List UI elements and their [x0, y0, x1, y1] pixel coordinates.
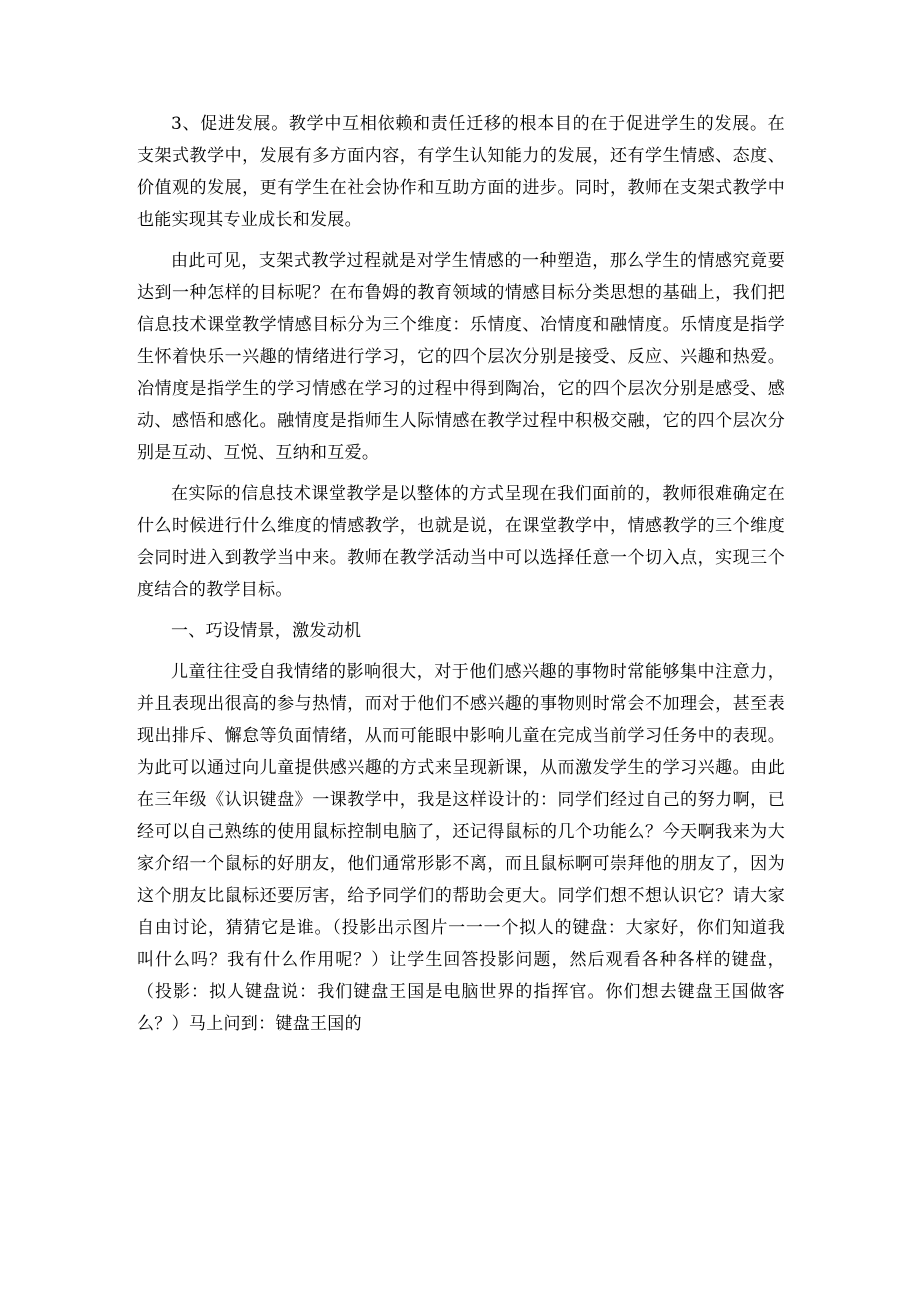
- section-heading: 一、巧设情景，激发动机: [171, 621, 362, 641]
- paragraph-emotion-dimensions: 由此可见，支架式教学过程就是对学生情感的一种塑造，那么学生的情感究竟要达到一种怎样的目标呢？在布鲁姆的教育领域的情感目标分类思想的基础上，我们把信息技术课堂教学情感目标分为三个维度：乐情度、冶情度和融情度。乐情度是指学生怀着快乐一兴趣的情绪进行学习，它的四个层次分别是接受、反应、兴趣和热爱。冶情度是指学生的学习情感在学习的过程中得到陶冶，它的四个层次分别是感受、感动、感悟和感化。融情度是指师生人际情感在教学过程中积极交融，它的四个层次分别是互动、互悦、互纳和互爱。: [137, 251, 785, 463]
- paragraph-integrated-teaching: 在实际的信息技术课堂教学是以整体的方式呈现在我们面前的，教师很难确定在什么时候进行什么维度的情感教学，也就是说，在课堂教学中，情感教学的三个维度会同时进入到教学当中来。教师在教学活动当中可以选择任意一个切入点，实现三个度结合的教学目标。: [137, 484, 785, 600]
- document-page: [137, 108, 785, 1040]
- paragraph-promote-development: 3、促进发展。教学中互相依赖和责任迁移的根本目的在于促进学生的发展。在支架式教学中，发展有多方面内容，有学生认知能力的发展，还有学生情感、态度、价值观的发展，更有学生在社会协作和互助方面的进步。同时，教师在支架式教学中也能实现其专业成长和发展。: [137, 114, 785, 230]
- paragraph-keyboard-lesson: 儿童往往受自我情绪的影响很大，对于他们感兴趣的事物时常能够集中注意力，并且表现出很高的参与热情，而对于他们不感兴趣的事物则时常会不加理会，甚至表现出排斥、懈怠等负面情绪，从而可能眼中影响儿童在完成当前学习任务中的表现。为此可以通过向儿童提供感兴趣的方式来呈现新课，从而激发学生的学习兴趣。由此在三年级《认识键盘》一课教学中，我是这样设计的：同学们经过自己的努力啊，已经可以自己熟练的使用鼠标控制电脑了，还记得鼠标的几个功能么？今天啊我来为大家介绍一个鼠标的好朋友，他们通常形影不离，而且鼠标啊可崇拜他的朋友了，因为这个朋友比鼠标还要厉害，给予同学们的帮助会更大。同学们想不想认识它？请大家自由讨论，猜猜它是谁。（投影出示图片一一一个拟人的键盘：大家好，你们知道我叫什么吗？我有什么作用呢？）让学生回答投影问题，然后观看各种各样的键盘，（投影：拟人键盘说：我们键盘王国是电脑世界的指挥官。你们想去键盘王国做客么？）马上问到：键盘王国的: [137, 662, 785, 1034]
